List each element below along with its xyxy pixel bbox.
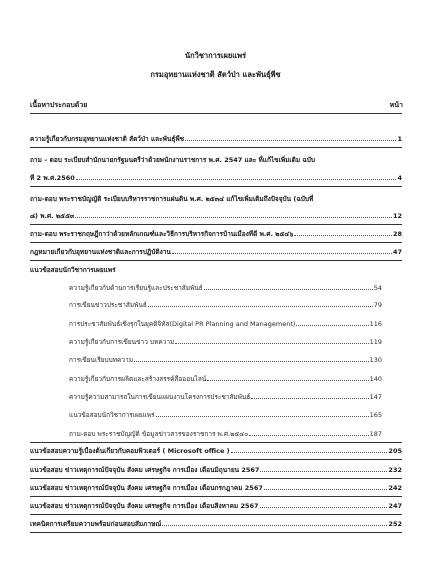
dot-leader: [148, 306, 373, 307]
toc-entry: [30, 502, 402, 510]
toc-subentry: [69, 338, 382, 346]
toc-entry-title-line1: ถาม – ตอบ ระเบียบสำนักนายกรัฐมนตรีว่าด้วยพนักงานราชการ พ.ศ. 2547 และ ที่แก้ไขเพิ่มเติม ฉบับ: [30, 156, 316, 164]
toc-subentry-page: 119: [369, 338, 382, 346]
toc-subentry-title: ความรู้เกี่ยวกับด้านการเรียนรู้และประชาสัมพันธ์: [69, 284, 203, 292]
toc-subentry-title: การเขียนเรียบบทความ: [69, 356, 133, 364]
entry-divider: [30, 224, 402, 225]
toc-entry-title: แนวข้อสอบ ข่าวเหตุการณ์ปัจจุบัน สังคม เศรษฐกิจ การเมือง เดือนสิงหาคม 2567: [30, 502, 259, 510]
entry-divider: [30, 514, 402, 515]
toc-entry: [30, 212, 402, 220]
toc-subentry-page: 187: [369, 430, 382, 438]
toc-subentry-title: ความรู้ความสามารถในการเขียนแผนงานโครงการประชาสัมพันธ์: [69, 393, 251, 401]
entry-divider: [30, 496, 402, 497]
toc-entry-title-line1: ถาม-ตอบ พระราชบัญญัติ ระเบียบบริหารราชการแผ่นดิน พ.ศ. ๒๕๓๔ แก้ไขเพิ่มเติมถึงปัจจุบัน (ฉบับที่: [30, 195, 314, 203]
entry-divider: [30, 459, 402, 460]
page-title: นักวิชาการเผยแพร่: [184, 51, 247, 60]
toc-entry-page: 4: [397, 174, 402, 182]
dot-leader: [162, 525, 387, 526]
dot-leader: [207, 380, 368, 381]
toc-entry: [30, 520, 402, 528]
toc-entry-page: 28: [392, 230, 402, 238]
toc-entry-title: เทคนิคการเตรียมความพร้อมก่อนสอบสัมภาษณ์: [30, 520, 162, 528]
toc-entry-title: แนวข้อสอบความรู้เบื้องต้นเกี่ยวกับคอมพิวเตอร์ ( Microsoft office ): [30, 447, 230, 455]
toc-entry-title: ถาม-ตอบ พระราชกฤษฎีกาว่าด้วยหลักเกณฑ์และวิธีการบริหารกิจการบ้านเมืองที่ดี พ.ศ. ๒๕๔๖: [30, 230, 294, 238]
toc-subentry-page: 79: [373, 301, 382, 309]
toc-entry-page: 232: [388, 466, 402, 474]
entry-divider: [30, 442, 402, 443]
toc-entry-page: 205: [388, 447, 402, 455]
toc-entry: [30, 447, 402, 455]
toc-entry: [30, 484, 402, 492]
toc-entry-page: 1: [397, 135, 402, 143]
toc-entry: [30, 466, 402, 474]
dot-leader: [249, 435, 368, 436]
dot-leader: [204, 289, 373, 290]
toc-entry: [30, 135, 402, 143]
toc-entry-title: ความรู้เกี่ยวกับกรมอุทยานแห่งชาติ สัตว์ป่า และพันธุ์พืช: [30, 135, 185, 143]
dot-leader: [185, 140, 396, 141]
dot-leader: [76, 179, 397, 180]
header-divider: [30, 113, 402, 114]
entry-divider: [30, 186, 402, 187]
dot-leader: [260, 507, 388, 508]
entry-divider: [30, 242, 402, 243]
dot-leader: [264, 489, 388, 490]
dot-leader: [156, 416, 369, 417]
toc-subentry: [69, 393, 382, 401]
toc-entry-title-line2: ๘) พ.ศ. ๒๕๕๓: [30, 212, 75, 220]
toc-entry-title-line2: ที่ 2 พ.ศ.2560: [30, 174, 75, 182]
toc-entry-page: 47: [392, 248, 402, 256]
toc-entry-page: 247: [388, 502, 402, 510]
page-column-label: หน้า: [389, 101, 403, 109]
toc-entry-page: 252: [388, 520, 402, 528]
dot-leader: [175, 343, 368, 344]
toc-subentry-page: 130: [369, 356, 382, 364]
toc-subentry-page: 147: [369, 393, 382, 401]
contents-column-label: เนื้อหาประกอบด้วย: [30, 101, 88, 109]
toc-entry-title: กฎหมายเกี่ยวกับอุทยานแห่งชาติและการปฏิบัติงาน: [30, 248, 171, 256]
toc-entry-title: แนวข้อสอบ ข่าวเหตุการณ์ปัจจุบัน สังคม เศรษฐกิจ การเมือง เดือนมิถุนายน 2567: [30, 466, 260, 474]
toc-subentry-title: ความรู้เกี่ยวกับการเขียนข่าว บทความ: [69, 338, 175, 346]
entry-divider: [30, 532, 402, 533]
toc-entry: [30, 230, 402, 238]
toc-subentry-page: 116: [369, 320, 382, 328]
dot-leader: [134, 361, 369, 362]
toc-subentry: [69, 411, 382, 419]
entry-divider: [30, 478, 402, 479]
dot-leader: [260, 471, 387, 472]
toc-entry: [30, 248, 402, 256]
entry-divider: [30, 147, 402, 148]
toc-subentry: [69, 375, 382, 383]
dot-leader: [294, 235, 392, 236]
toc-subentry-page: 54: [373, 284, 382, 292]
dot-leader: [231, 452, 388, 453]
page-subtitle: กรมอุทยานแห่งชาติ สัตว์ป่า และพันธุ์พืช: [150, 70, 281, 79]
toc-subentry-title: ถาม-ตอบ พระราชบัญญัติ ข้อมูลข่าวสารของราชการ พ.ศ.๒๕๔๐: [69, 430, 249, 438]
toc-entry: [30, 174, 402, 182]
toc-subentry-page: 165: [369, 411, 382, 419]
toc-subentry-title: การเขียนข่าวประชาสัมพันธ์: [69, 301, 147, 309]
toc-subentry-title: การประชาสัมพันธ์เชิงรุกในยุคดิจิทัล(Digital PR Planning and Management): [69, 320, 296, 328]
toc-subentry-page: 140: [369, 375, 382, 383]
toc-subentry-title: ความรู้เกี่ยวกับการผลิตและสร้างสรรค์สื่อออนไลน์: [69, 375, 207, 383]
toc-subentry: [69, 430, 382, 438]
dot-leader: [296, 325, 368, 326]
section-heading: แนวข้อสอบนักวิชาการเผยแพร่: [30, 266, 116, 274]
toc-entry-page: 242: [388, 484, 402, 492]
toc-subentry: [69, 320, 382, 328]
toc-subentry-title: แนวข้อสอบนักวิชาการเผยแพร่: [69, 411, 155, 419]
dot-leader: [75, 217, 392, 218]
dot-leader: [251, 398, 368, 399]
toc-subentry: [69, 284, 382, 292]
dot-leader: [172, 253, 392, 254]
entry-divider: [30, 260, 402, 261]
toc-subentry: [69, 356, 382, 364]
toc-subentry: [69, 301, 382, 309]
toc-entry-title: แนวข้อสอบ ข่าวเหตุการณ์ปัจจุบัน สังคม เศรษฐกิจ การเมือง เดือนกรกฎาคม 2567: [30, 484, 263, 492]
toc-entry-page: 12: [392, 212, 402, 220]
